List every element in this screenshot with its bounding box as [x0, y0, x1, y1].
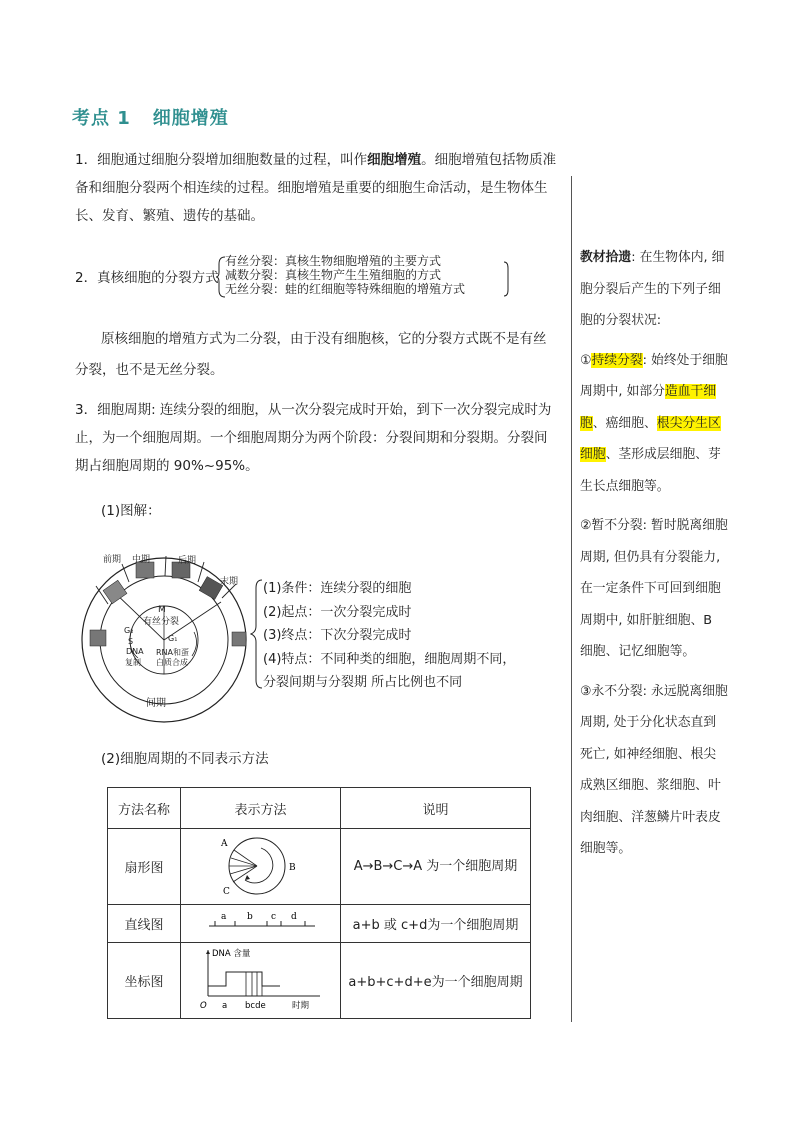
division-type-mitosis: 有丝分裂：真核生物细胞增殖的主要方式	[225, 254, 442, 268]
sector-label-a: A	[220, 838, 227, 849]
division-type-amitosis: 无丝分裂：蛙的红细胞等特殊细胞的增殖方式	[225, 282, 466, 296]
protein-synthesis-label: 白质合成	[156, 658, 188, 667]
coordinate-bcde-label: bcde	[244, 1000, 266, 1011]
column-divider	[571, 176, 572, 1022]
coordinate-a-label: a	[221, 1000, 227, 1011]
coordinate-x-label: 时期	[291, 1000, 309, 1011]
figure-2-label: (2)细胞周期的不同表示方法	[101, 751, 269, 767]
coordinate-y-label: DNA 含量	[211, 948, 250, 959]
paragraph-3: 3．细胞周期: 连续分裂的细胞，从一次分裂完成时开始，到下一次分裂完成时为 止，为一个细胞周期。一个细胞周期分为两个阶段：分裂间期和分裂期。分裂间 期占细胞周期的 90%~95%。	[75, 402, 552, 474]
sector-diagram-cell	[181, 829, 341, 905]
sector-diagram	[201, 830, 321, 900]
rna-label: RNA和蛋	[156, 648, 190, 657]
method-name: 扇形图	[108, 829, 181, 905]
m-phase-sublabel: 有丝分裂	[143, 617, 180, 627]
sector-label-c: C	[222, 886, 230, 897]
table-header: 说明	[341, 788, 531, 829]
left-brace	[216, 257, 225, 297]
interphase-label: 间期	[146, 698, 166, 709]
highlight: 根尖分生区细胞	[580, 415, 721, 462]
dna-label: DNA	[126, 647, 144, 656]
phase-label-anaphase: 后期	[178, 556, 197, 566]
cycle-representation-table	[107, 787, 531, 1019]
g2-label: G₂	[124, 626, 134, 635]
prokaryote-paragraph-line2: 分裂，也不是无丝分裂。	[75, 362, 224, 378]
sidebar-lead: 教材拾遗: 在生物体内, 细胞分裂后产生的下列子细胞的分裂状况:	[580, 250, 725, 328]
sidebar-item-3: ③永不分裂: 永远脱离细胞周期, 处于分化状态直到死亡, 如神经细胞、根尖成熟区细胞、浆细胞、叶肉细胞、洋葱鳞片叶表皮细胞等。	[580, 683, 728, 856]
coordinate-diagram	[196, 946, 326, 1012]
line-label-a: a	[220, 911, 226, 922]
table-row	[108, 943, 531, 1019]
figure-1-label: (1)图解：	[101, 503, 161, 519]
table-header: 方法名称	[108, 788, 181, 829]
division-type-meiosis: 减数分裂：真核生物产生生殖细胞的方式	[225, 268, 442, 282]
line-label-c: c	[270, 911, 276, 922]
m-phase-label: M	[158, 605, 166, 615]
method-name: 直线图	[108, 905, 181, 943]
line-label-b: b	[246, 911, 253, 922]
line-diagram-cell	[181, 905, 341, 943]
phase-label-telophase: 末期	[220, 577, 239, 587]
g1-label: G₁	[168, 634, 178, 643]
line-label-d: d	[290, 911, 297, 922]
line-diagram	[201, 910, 321, 934]
section-heading: 细胞增殖	[152, 108, 229, 129]
highlight: 持续分裂	[591, 352, 643, 368]
division-types-label: 2．真核细胞的分裂方式	[75, 270, 219, 286]
dna-replication-label: 复制	[125, 658, 141, 667]
sidebar-item-1: ①持续分裂: 始终处于细胞周期中, 如部分造血干细胞、癌细胞、根尖分生区细胞、茎形成层细胞、芽生长点细胞等。	[580, 352, 728, 494]
phase-label-prophase: 前期	[103, 555, 122, 565]
phase-label-metaphase: 中期	[132, 555, 151, 565]
section-title	[72, 104, 229, 130]
table-header-row	[108, 788, 531, 829]
method-description: a+b 或 c+d为一个细胞周期	[341, 905, 531, 943]
paragraph-1: 1．细胞通过细胞分裂增加细胞数量的过程，叫作细胞增殖。细胞增殖包括物质准 备和细胞分裂两个相连续的过程。细胞增殖是重要的细胞生命活动，是生物体生 长、发育、繁殖、遗传的基础。	[75, 152, 557, 224]
bold-term: 细胞增殖	[367, 152, 422, 168]
coordinate-diagram-cell	[181, 943, 341, 1019]
table-row	[108, 905, 531, 943]
table-row	[108, 829, 531, 905]
highlight: 造血干细胞	[580, 384, 717, 431]
s-label: S	[128, 637, 134, 646]
notes-brace	[250, 578, 264, 690]
sidebar-notes	[580, 242, 728, 865]
section-number: 考点 1	[72, 108, 131, 129]
prokaryote-paragraph-line1: 原核细胞的增殖方式为二分裂，由于没有细胞核，它的分裂方式既不是有丝	[101, 331, 547, 347]
cycle-notes: (1)条件：连续分裂的细胞 (2)起点：一次分裂完成时 (3)终点：下次分裂完成时 (4)特点：不同种类的细胞，细胞周期不同， 分裂间期与分裂期 所占比例也不同	[263, 581, 516, 690]
method-description: a+b+c+d+e为一个细胞周期	[341, 943, 531, 1019]
right-bracket	[504, 262, 508, 296]
table-header: 表示方法	[181, 788, 341, 829]
method-name: 坐标图	[108, 943, 181, 1019]
sector-label-b: B	[288, 862, 296, 873]
coordinate-origin-label: O	[199, 1000, 207, 1011]
sidebar-item-2: ②暂不分裂: 暂时脱离细胞周期, 但仍具有分裂能力, 在一定条件下可回到细胞周期中, 如肝脏细胞、B 细胞、记忆细胞等。	[580, 518, 728, 659]
method-description: A→B→C→A 为一个细胞周期	[341, 829, 531, 905]
